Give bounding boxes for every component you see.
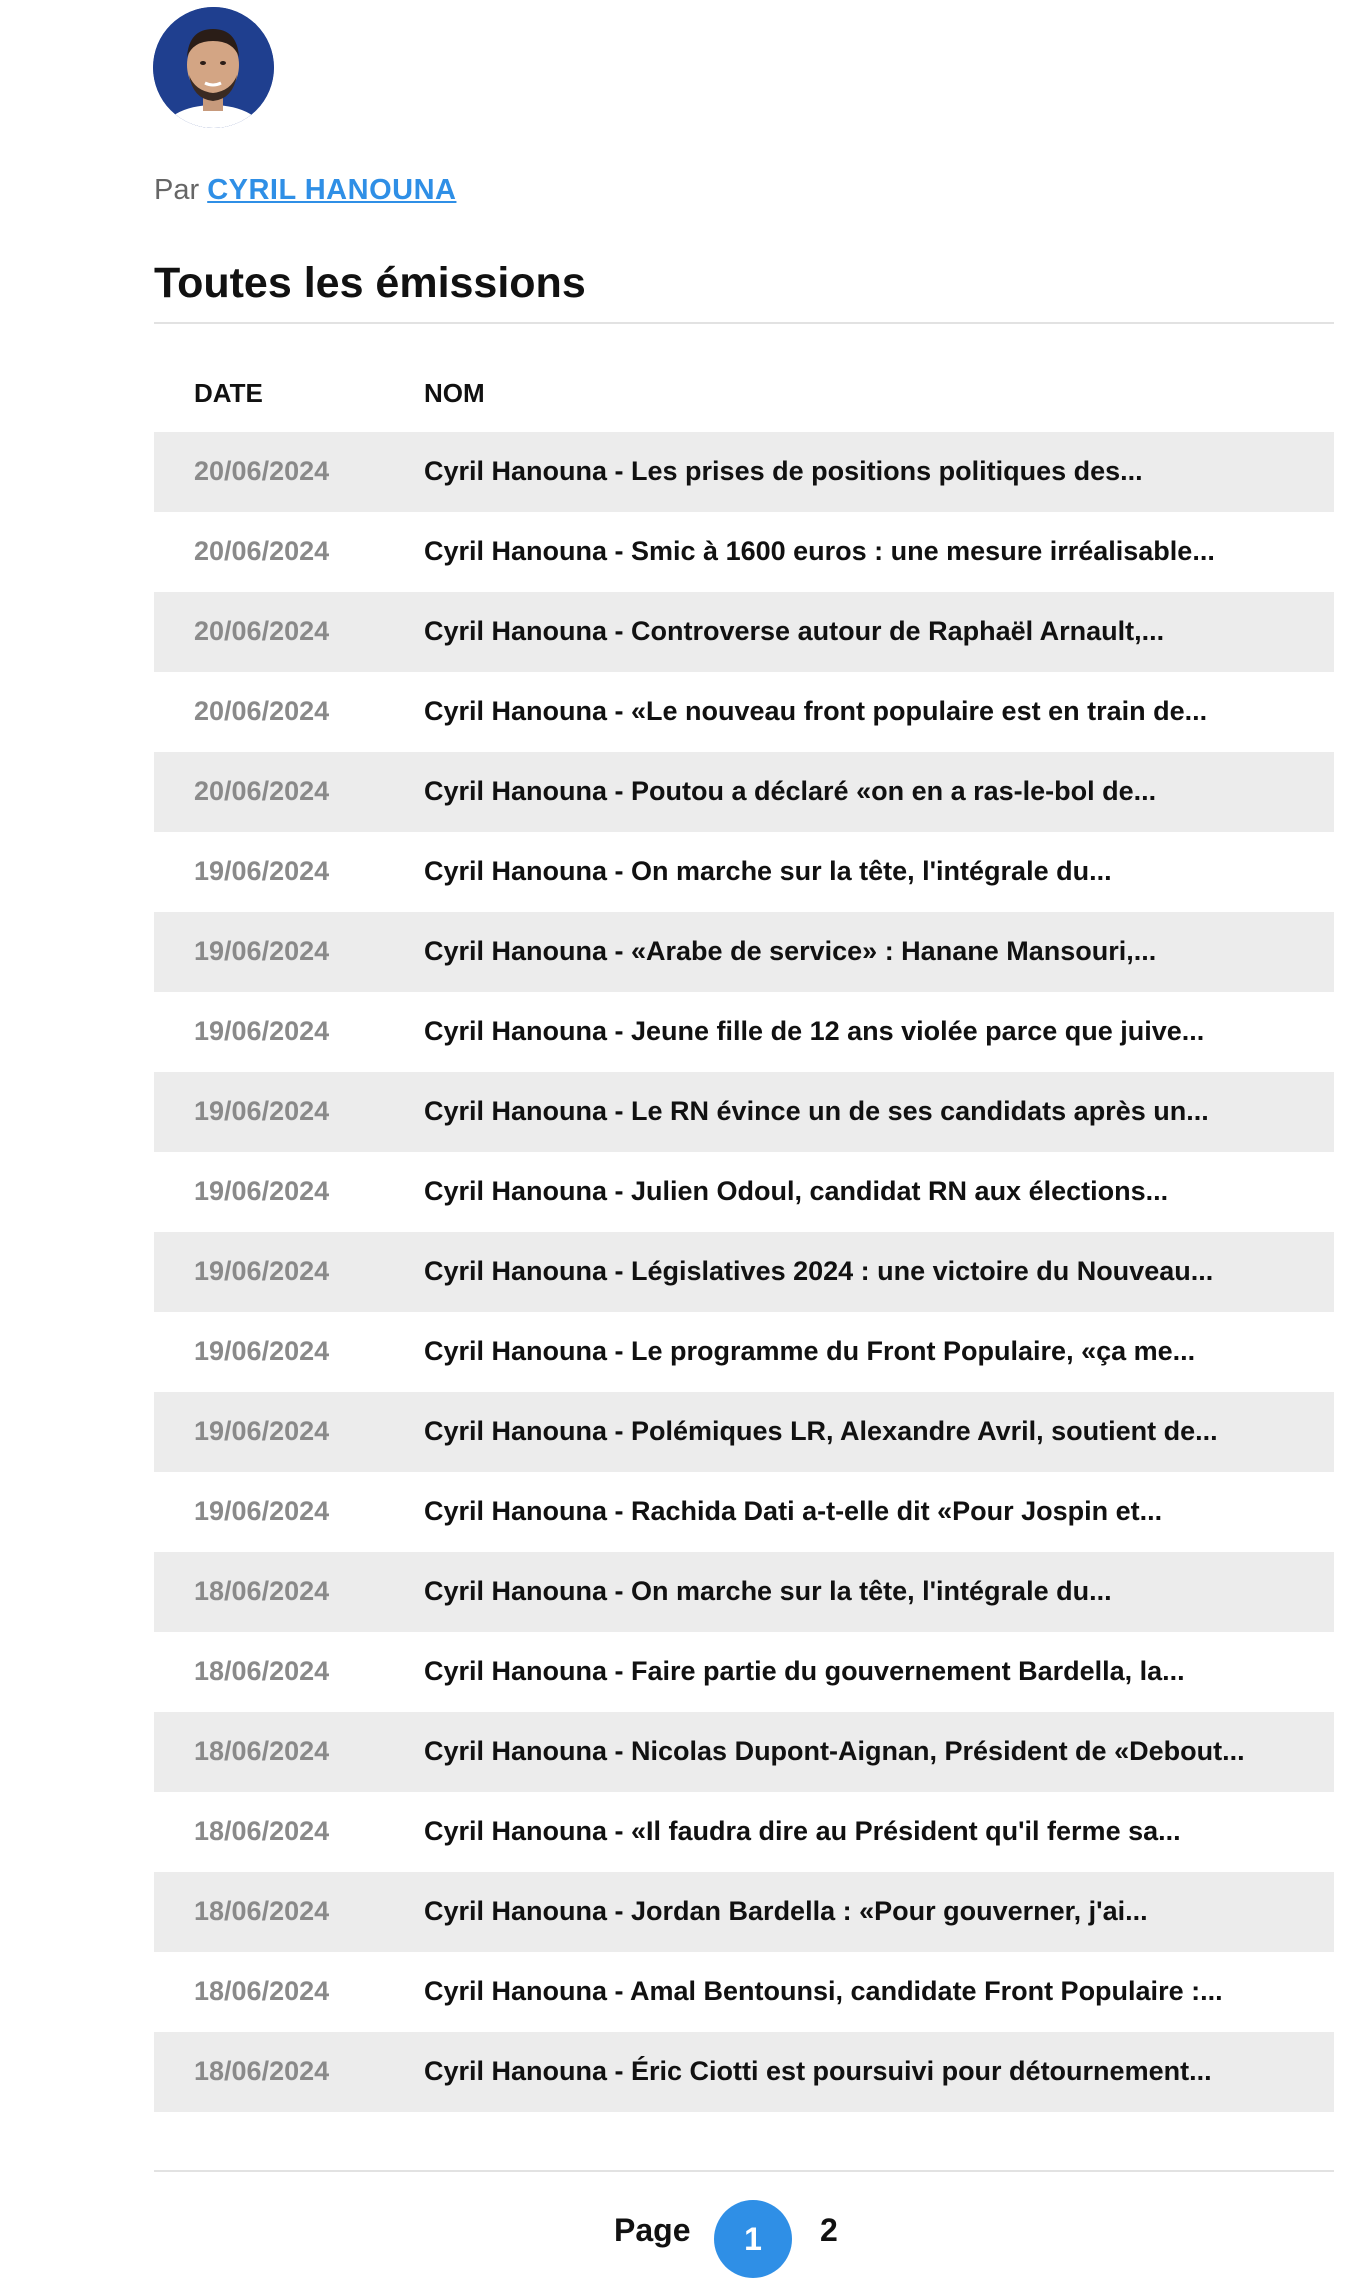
table-row[interactable] [154, 1152, 1334, 1232]
author-link[interactable]: CYRIL HANOUNA [207, 174, 457, 206]
author-avatar[interactable] [153, 7, 274, 128]
table-row[interactable] [154, 832, 1334, 912]
table-row[interactable] [154, 912, 1334, 992]
row-title-link[interactable]: Cyril Hanouna - On marche sur la tête, l'intégrale du... [424, 856, 1112, 886]
row-title-link[interactable]: Cyril Hanouna - Les prises de positions politiques des... [424, 456, 1143, 486]
author-byline [154, 174, 456, 207]
row-date: 19/06/2024 [194, 1496, 330, 1526]
row-title-link[interactable]: Cyril Hanouna - Rachida Dati a-t-elle dit «Pour Jospin et... [424, 1496, 1163, 1526]
row-date: 18/06/2024 [194, 1576, 330, 1606]
table-row[interactable] [154, 992, 1334, 1072]
row-date: 18/06/2024 [194, 1976, 330, 2006]
row-date: 20/06/2024 [194, 616, 330, 646]
table-row[interactable] [154, 1952, 1334, 2032]
episodes-table [154, 432, 1334, 2112]
row-date: 20/06/2024 [194, 456, 330, 486]
row-date: 20/06/2024 [194, 776, 330, 806]
avatar-portrait [153, 7, 274, 128]
row-title-link[interactable]: Cyril Hanouna - Faire partie du gouvernement Bardella, la... [424, 1656, 1185, 1686]
table-row[interactable] [154, 672, 1334, 752]
pagination-divider [154, 2170, 1334, 2172]
row-date: 18/06/2024 [194, 1656, 330, 1686]
page-current-button[interactable]: 1 [714, 2200, 792, 2278]
table-row[interactable] [154, 2032, 1334, 2112]
byline-prefix: Par [154, 174, 200, 206]
row-title-link[interactable]: Cyril Hanouna - Amal Bentounsi, candidate Front Populaire :... [424, 1976, 1223, 2006]
row-title-link[interactable]: Cyril Hanouna - «Arabe de service» : Hanane Mansouri,... [424, 936, 1157, 966]
table-row[interactable] [154, 512, 1334, 592]
row-title-link[interactable]: Cyril Hanouna - «Il faudra dire au Président qu'il ferme sa... [424, 1816, 1181, 1846]
row-title-link[interactable]: Cyril Hanouna - Jordan Bardella : «Pour gouverner, j'ai... [424, 1896, 1148, 1926]
row-title-link[interactable]: Cyril Hanouna - Smic à 1600 euros : une mesure irréalisable... [424, 536, 1215, 566]
table-row[interactable] [154, 1392, 1334, 1472]
table-row[interactable] [154, 1072, 1334, 1152]
row-title-link[interactable]: Cyril Hanouna - Polémiques LR, Alexandre Avril, soutient de... [424, 1416, 1218, 1446]
page-next-button[interactable]: 2 [820, 2212, 838, 2248]
table-row[interactable] [154, 1472, 1334, 1552]
row-date: 19/06/2024 [194, 1016, 330, 1046]
row-title-link[interactable]: Cyril Hanouna - On marche sur la tête, l'intégrale du... [424, 1576, 1112, 1606]
row-title-link[interactable]: Cyril Hanouna - Le RN évince un de ses candidats après un... [424, 1096, 1209, 1126]
table-row[interactable] [154, 592, 1334, 672]
table-row[interactable] [154, 1792, 1334, 1872]
table-row[interactable] [154, 432, 1334, 512]
row-title-link[interactable]: Cyril Hanouna - Le programme du Front Populaire, «ça me... [424, 1336, 1196, 1366]
row-title-link[interactable]: Cyril Hanouna - «Le nouveau front populaire est en train de... [424, 696, 1208, 726]
row-title-link[interactable]: Cyril Hanouna - Éric Ciotti est poursuivi pour détournement... [424, 2056, 1212, 2086]
table-row[interactable] [154, 1552, 1334, 1632]
row-title-link[interactable]: Cyril Hanouna - Poutou a déclaré «on en a ras-le-bol de... [424, 776, 1157, 806]
row-date: 19/06/2024 [194, 936, 330, 966]
column-header-name: NOM [424, 378, 485, 408]
table-row[interactable] [154, 1872, 1334, 1952]
row-date: 18/06/2024 [194, 1816, 330, 1846]
row-date: 20/06/2024 [194, 536, 330, 566]
row-date: 20/06/2024 [194, 696, 330, 726]
row-date: 19/06/2024 [194, 1416, 330, 1446]
row-date: 19/06/2024 [194, 1336, 330, 1366]
table-row[interactable] [154, 1712, 1334, 1792]
column-header-date: DATE [194, 378, 263, 408]
row-title-link[interactable]: Cyril Hanouna - Controverse autour de Raphaël Arnault,... [424, 616, 1165, 646]
table-row[interactable] [154, 1632, 1334, 1712]
row-date: 18/06/2024 [194, 1736, 330, 1766]
row-date: 19/06/2024 [194, 856, 330, 886]
table-row[interactable] [154, 1312, 1334, 1392]
pagination-label: Page [614, 2212, 691, 2248]
row-title-link[interactable]: Cyril Hanouna - Jeune fille de 12 ans violée parce que juive... [424, 1016, 1205, 1046]
title-divider [154, 322, 1334, 324]
row-title-link[interactable]: Cyril Hanouna - Nicolas Dupont-Aignan, Président de «Debout... [424, 1736, 1245, 1766]
row-date: 18/06/2024 [194, 2056, 330, 2086]
row-date: 18/06/2024 [194, 1896, 330, 1926]
table-row[interactable] [154, 1232, 1334, 1312]
row-date: 19/06/2024 [194, 1176, 330, 1206]
row-date: 19/06/2024 [194, 1096, 330, 1126]
row-title-link[interactable]: Cyril Hanouna - Législatives 2024 : une victoire du Nouveau... [424, 1256, 1214, 1286]
table-row[interactable] [154, 752, 1334, 832]
row-date: 19/06/2024 [194, 1256, 330, 1286]
table-header [154, 362, 1334, 422]
section-title: Toutes les émissions [154, 259, 586, 307]
row-title-link[interactable]: Cyril Hanouna - Julien Odoul, candidat RN aux élections... [424, 1176, 1169, 1206]
